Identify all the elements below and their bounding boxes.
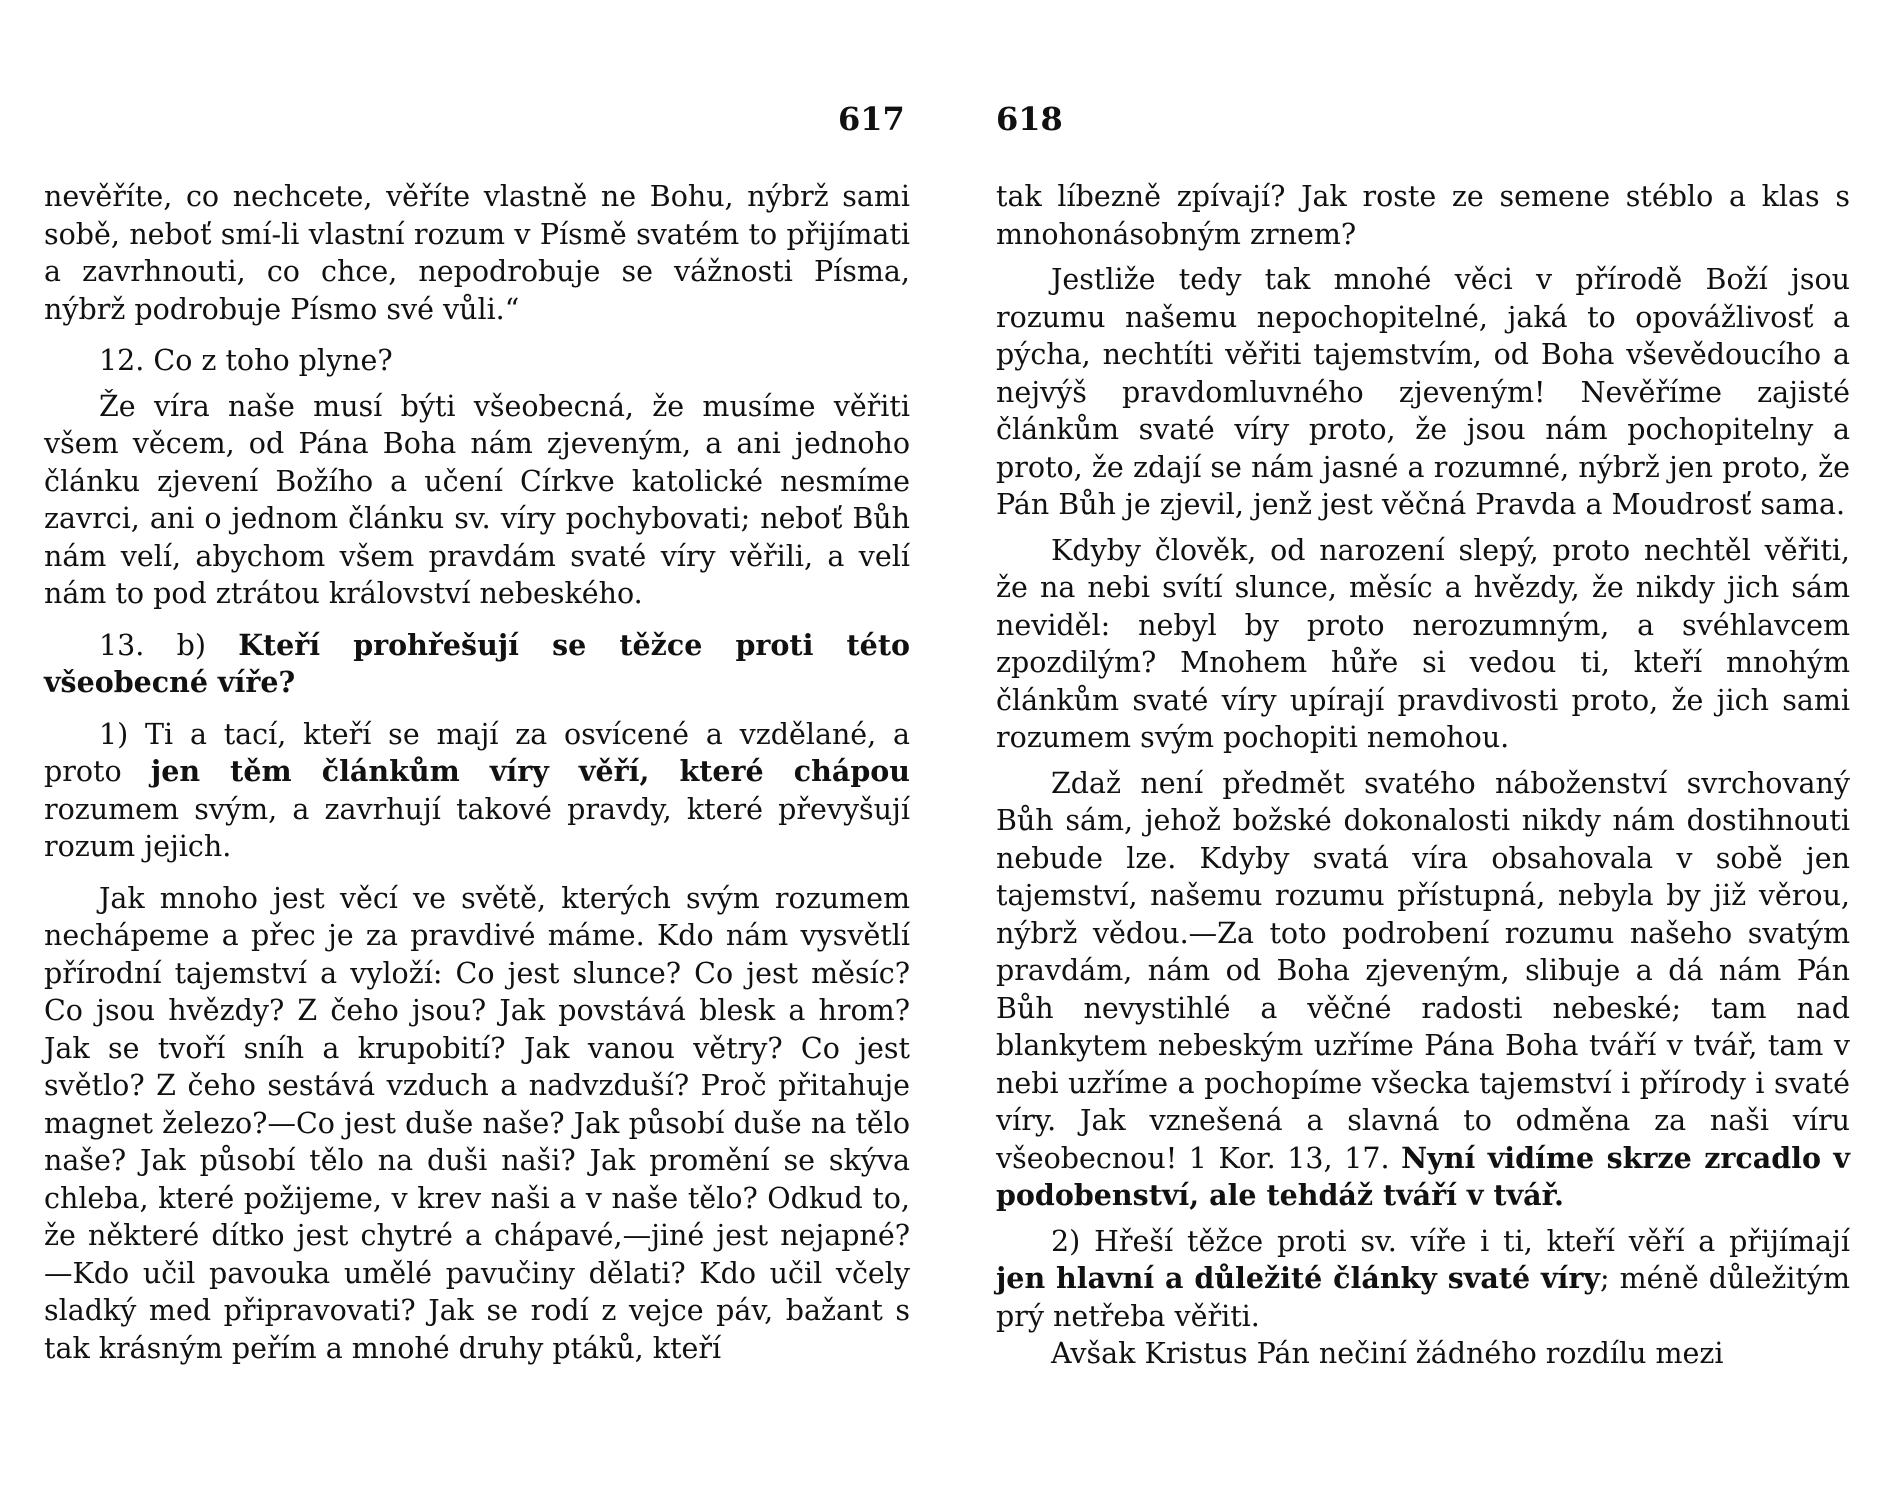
question-12: 12. Co z toho plyne? <box>99 344 393 377</box>
left-paragraph-3-bold: jen těm článkům víry věří, které chápou <box>150 754 910 788</box>
right-paragraph-2: Jestliže tedy tak mnohé věci v přírodě Boží jsou rozumu našemu nepochopitelné, jaká to opovážlivosť a pýcha, nechtíti věřiti tajemstvím, od Boha vševědoucího a nejvýš pravdomluvného zjeveným! Nevěříme zajisté článkům svaté víry proto, že jsou nám pochopitelny a proto, že zdají se nám jasné a rozumné, nýbrž jen proto, že Pán Bůh je zjevil, jenž jest věčná Pravda a Moudrosť sama. <box>996 263 1850 521</box>
question-13-title: Kteří prohřešují se těžce proti této všeobecné víře? <box>44 627 910 699</box>
right-paragraph-4-text: Zdaž není předmět svatého náboženství svrchovaný Bůh sám, jehož božské dokonalosti nikdy nám dostihnouti nebude lze. Kdyby svatá víra obsahovala v sobě jen tajemství, našemu rozumu přístupná, nebyla by již věrou, nýbrž vědou.—Za toto podrobení rozumu našeho svatým pravdám, nám od Boha zjeveným, slibuje a dá nám Pán Bůh nevystihlé a věčné radosti nebeské; tam nad blankytem nebeským uzříme Pána Boha tváří v tvář, tam v nebi uzříme a pochopíme všecka tajemství i přírody i svaté víry. Jak vznešená a slavná to odměna za naši víru všeobecnou! 1 Kor. 13, 17. <box>996 766 1850 1175</box>
right-paragraph-3: Kdyby člověk, od narození slepý, proto nechtěl věřiti, že na nebi svítí slunce, měsíc a hvězdy, že nikdy jich sám neviděl: nebyl by proto nerozumným, a svéhlavcem zpozdilým? Mnohem hůře si vedou ti, kteří mnohým článkům svaté víry upírají pravdivosti proto, že jich sami rozumem svým pochopiti nemohou. <box>996 533 1850 754</box>
right-paragraph-4-bold: Nyní vidíme skrze zrcadlo v podobenství, ale tehdáž tváří v tvář. <box>996 1140 1850 1212</box>
right-paragraph-4 <box>996 765 1850 1215</box>
right-paragraph-5 <box>996 1223 1850 1336</box>
right-paragraph-1: tak líbezně zpívají? Jak roste ze semene stéblo a klas s mnohonásobným zrnem? <box>996 180 1850 251</box>
question-13 <box>44 627 910 702</box>
left-paragraph-3-text: 1) Ti a tací, kteří se mají za osvícené a vzdělané, a proto <box>44 717 910 788</box>
left-paragraph-3 <box>44 716 910 866</box>
left-paragraph-4: Jak mnoho jest věcí ve světě, kterých svým rozumem nechápeme a přec je za pravdivé máme. Kdo nám vysvětlí přírodní tajemství a vyloží: Co jest slunce? Co jest měsíc? Co jsou hvězdy? Z čeho jsou? Jak povstává blesk a hrom? Jak se tvoří sníh a krupobití? Jak vanou větry? Co jest světlo? Z čeho sestává vzduch a nadvzduší? Proč přitahuje magnet železo?—Co jest duše naše? Jak působí duše na tělo naše? Jak působí tělo na duši naši? Jak promění se skýva chleba, které požijeme, v krev naši a v naše tělo? Odkud to, že některé dítko jest chytré a chápavé,—jiné jest nejapné?—Kdo učil pavouka umělé pavučiny dělati? Kdo učil včely sladký med připravovati? Jak se rodí z vejce páv, bažant s tak krásným peřím a mnohé druhy ptáků, kteří <box>44 881 910 1365</box>
left-page-number: 617 <box>838 100 905 138</box>
right-paragraph-5-text-end: ; méně důležitým prý netřeba věřiti. <box>996 1262 1850 1333</box>
question-13-number: 13. b) <box>99 628 239 662</box>
right-paragraph-5-text: 2) Hřeší těžce proti sv. víře i ti, kteří věří a přijímají <box>1051 1224 1850 1258</box>
left-page-text <box>44 178 910 1367</box>
right-paragraph-6: Avšak Kristus Pán nečiní žádného rozdílu mezi <box>1051 1337 1724 1370</box>
right-page-text <box>996 178 1850 1373</box>
right-paragraph-5-bold: jen hlavní a důležité články svaté víry <box>996 1261 1600 1295</box>
right-page-number: 618 <box>996 100 1063 138</box>
left-paragraph-1: nevěříte, co nechcete, věříte vlastně ne Bohu, nýbrž sami sobě, neboť smí-li vlastní rozum v Písmě svatém to přijímati a zavrhnouti, co chce, nepodrobuje se vážnosti Písma, nýbrž podrobuje Písmo své vůli.“ <box>44 180 910 326</box>
left-paragraph-2: Že víra naše musí býti všeobecná, že musíme věřiti všem věcem, od Pána Boha nám zjeveným, a ani jednoho článku zjevení Božího a učení Církve katolické nesmíme zavrci, ani o jednom článku sv. víry pochybovati; neboť Bůh nám velí, abychom všem pravdám svaté víry věřili, a velí nám to pod ztrátou království nebeského. <box>44 389 910 610</box>
left-paragraph-3-text-end: rozumem svým, a zavrhují takové pravdy, které převyšují rozum jejich. <box>44 792 910 863</box>
